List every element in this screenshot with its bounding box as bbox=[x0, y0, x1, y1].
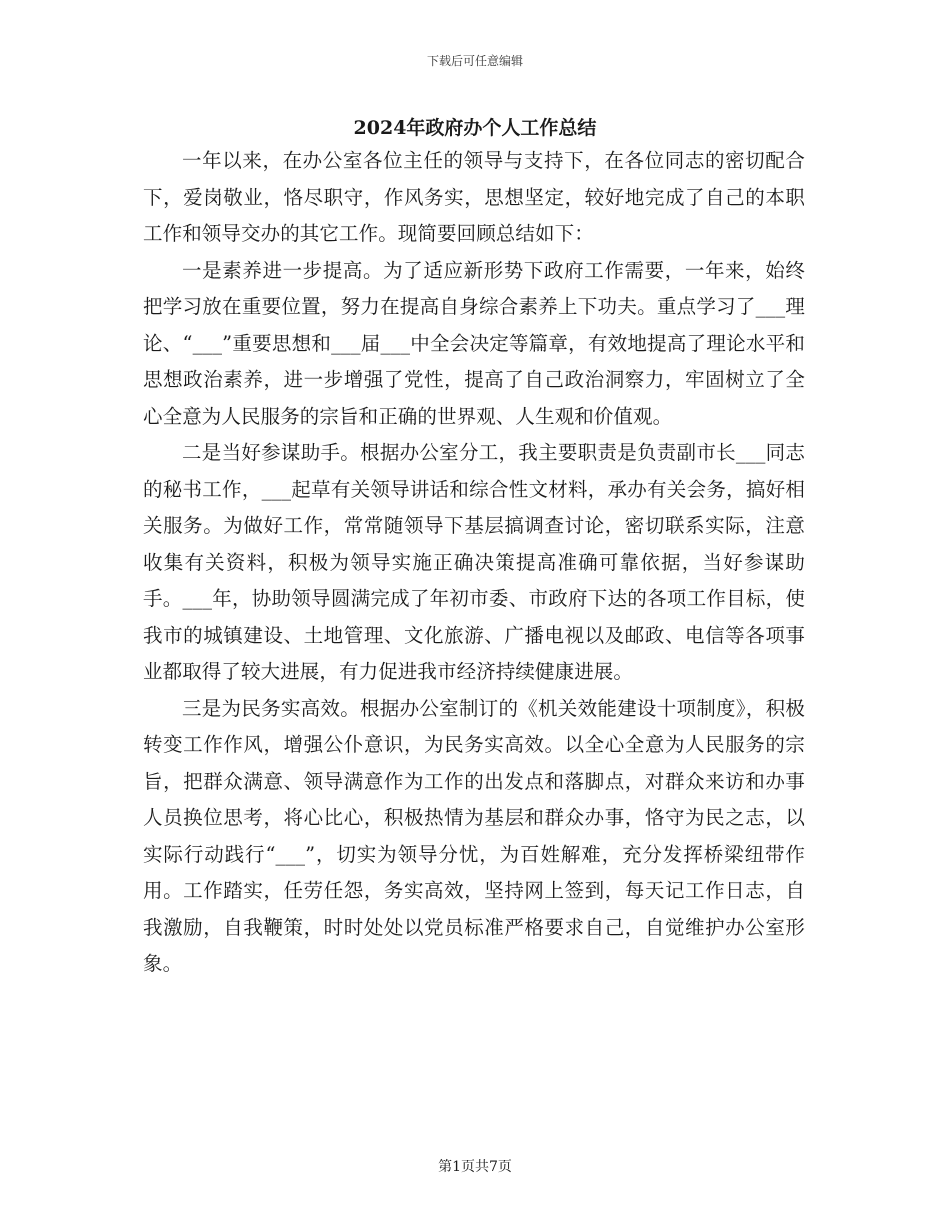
paragraph-intro: 一年以来，在办公室各位主任的领导与支持下，在各位同志的密切配合下，爱岗敬业，恪尽职守，作风务实，思想坚定，较好地完成了自己的本职工作和领导交办的其它工作。现简要回顾总结如下： bbox=[143, 149, 805, 245]
paragraph-point-2: 二是当好参谋助手。根据办公室分工，我主要职责是负责副市长___同志的秘书工作，___起草有关领导讲话和综合性文材料，承办有关会务，搞好相关服务。为做好工作，常常随领导下基层搞调查讨论，密切联系实际，注意收集有关资料，积极为领导实施正确决策提高准确可靠依据，当好参谋助手。___年，协助领导圆满完成了年初市委、市政府下达的各项工作目标，使我市的城镇建设、土地管理、文化旅游、广播电视以及邮政、电信等各项事业都取得了较大进展，有力促进我市经济持续健康进展。 bbox=[143, 441, 805, 683]
document-title: 2024年政府办个人工作总结 bbox=[353, 117, 597, 139]
document-body bbox=[143, 143, 805, 983]
paragraph-point-1: 一是素养进一步提高。为了适应新形势下政府工作需要，一年来，始终把学习放在重要位置，努力在提高自身综合素养上下功夫。重点学习了___理论、“___”重要思想和___届___中全会决定等篇章，有效地提高了理论水平和思想政治素养，进一步增强了党性，提高了自己政治洞察力，牢固树立了全心全意为人民服务的宗旨和正确的世界观、人生观和价值观。 bbox=[143, 258, 805, 428]
page-number: 第1页共7页 bbox=[438, 1159, 512, 1175]
paragraph-point-3: 三是为民务实高效。根据办公室制订的《机关效能建设十项制度》，积极转变工作作风，增强公仆意识，为民务实高效。以全心全意为人民服务的宗旨，把群众满意、领导满意作为工作的出发点和落脚点，对群众来访和办事人员换位思考，将心比心，积极热情为基层和群众办事，恪守为民之志，以实际行动践行“___”，切实为领导分忧，为百姓解难，充分发挥桥梁纽带作用。工作踏实，任劳任怨，务实高效，坚持网上签到，每天记工作日志，自我激励，自我鞭策，时时处处以党员标准严格要求自己，自觉维护办公室形象。 bbox=[143, 696, 805, 975]
page-header: 下载后可任意编辑 bbox=[426, 54, 523, 68]
